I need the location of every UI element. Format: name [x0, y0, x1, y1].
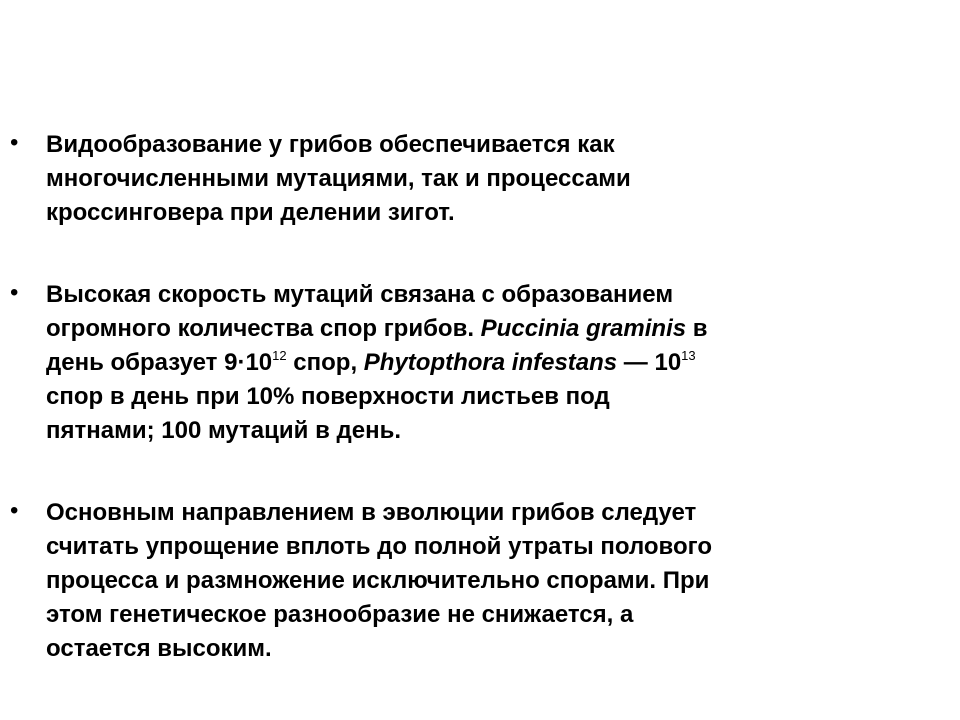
text-segment: в — [686, 315, 708, 342]
text-line: пятнами; 100 мутаций в день. — [46, 417, 402, 444]
species-name: Phytopthora infestans — [363, 349, 618, 376]
text-line: многочисленными мутациями, так и процессами — [46, 165, 631, 192]
text-line: Основным направлением в эволюции грибов следует — [46, 499, 697, 526]
bullet-marker: • — [10, 279, 19, 306]
text-line: процесса и размножение исключительно спорами. При — [46, 567, 710, 594]
text-segment: огромного количества спор грибов. — [46, 315, 481, 342]
text-line: Высокая скорость мутаций связана с образованием — [46, 281, 674, 308]
text-line: Видообразование у грибов обеспечивается как — [46, 131, 615, 158]
exponent: 12 — [272, 348, 287, 363]
exponent: 13 — [681, 348, 696, 363]
bullet-item-speciation — [0, 128, 960, 230]
text-line: считать упрощение вплоть до полной утраты полового — [46, 533, 712, 560]
species-name: Puccinia graminis — [480, 315, 687, 342]
text-segment: день образует 9·10 — [46, 349, 273, 376]
bullet-item-evolution-direction — [0, 496, 960, 666]
text-segment: — 10 — [617, 349, 682, 376]
text-line — [46, 312, 920, 346]
bullet-list — [0, 128, 960, 666]
text-line — [46, 346, 920, 380]
text-segment: спор, — [286, 349, 364, 376]
text-line: кроссинговера при делении зигот. — [46, 199, 455, 226]
bullet-item-mutation-rate — [0, 278, 960, 448]
bullet-marker: • — [10, 497, 19, 524]
text-line: этом генетическое разнообразие не снижается, а — [46, 601, 634, 628]
text-line: спор в день при 10% поверхности листьев под — [46, 383, 610, 410]
bullet-marker: • — [10, 129, 19, 156]
text-line: остается высоким. — [46, 635, 272, 662]
